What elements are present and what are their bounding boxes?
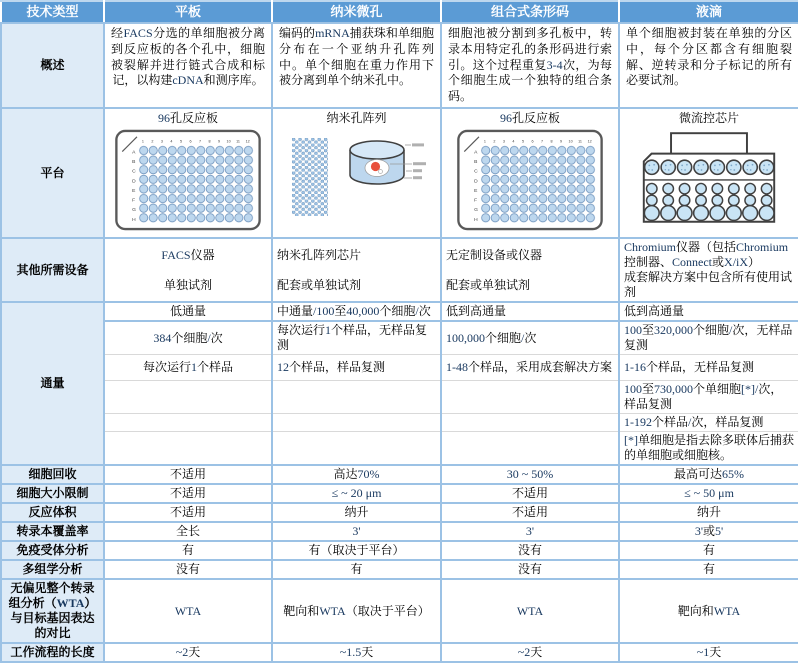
table-cell: 不适用 xyxy=(441,484,619,503)
throughput-cell xyxy=(272,432,441,466)
workflow-cell: ~1.5天 xyxy=(272,643,441,662)
row-label-multiomics: 多组学分析 xyxy=(1,560,104,579)
table-cell: 高达70% xyxy=(272,465,441,484)
transcript-coverage-row xyxy=(1,522,798,541)
platform-cell-plate xyxy=(104,108,272,238)
throughput-cell xyxy=(441,414,619,432)
row-label-immune-receptor: 免疫受体分析 xyxy=(1,541,104,560)
table-cell: 有（取决于平台） xyxy=(272,541,441,560)
overview-cell-droplet: 单个细胞被封装在单独的分区中，每个分区都含有细胞裂解、逆转录和分子标记的所有必要试剂。 xyxy=(619,23,798,108)
platform-caption: 微流控芯片 xyxy=(678,111,739,126)
table-cell: 3'或5' xyxy=(619,522,798,541)
workflow-row xyxy=(1,643,798,662)
wta-cell: 靶向和WTA（取决于平台） xyxy=(272,579,441,643)
throughput-row xyxy=(1,414,798,432)
equipment-item: 单独试剂 xyxy=(163,277,212,292)
table-cell: 纳升 xyxy=(272,503,441,522)
table-cell: 不适用 xyxy=(104,503,272,522)
overview-cell-nanowell: 编码的mRNA捕获珠和单细胞分布在一个亚纳升孔阵列中。单个细胞在重力作用下被分离到单个纳米孔中。 xyxy=(272,23,441,108)
header-cell-barcode: 组合式条形码 xyxy=(441,1,619,23)
table-cell: 30 ~ 50% xyxy=(441,465,619,484)
cell-recovery-row xyxy=(1,465,798,484)
equipment-item: 纳米孔阵列芯片 xyxy=(277,247,362,262)
table-cell: 没有 xyxy=(441,560,619,579)
platform-caption: 96孔反应板 xyxy=(499,111,560,126)
equipment-item: 无定制设备或仪器 xyxy=(446,247,543,262)
table-cell: 最高可达65% xyxy=(619,465,798,484)
throughput-row xyxy=(1,321,798,355)
throughput-cell: 100,000个细胞/次 xyxy=(441,321,619,355)
immune-receptor-row xyxy=(1,541,798,560)
platform-cell-droplet xyxy=(619,108,798,238)
throughput-cell xyxy=(441,381,619,414)
table-cell: 不适用 xyxy=(441,503,619,522)
throughput-cell: 100至320,000个细胞/次，无样品复测 xyxy=(619,321,798,355)
throughput-cell: 中通量/100至40,000个细胞/次 xyxy=(272,302,441,321)
header-cell-plate: 平板 xyxy=(104,1,272,23)
plate-96-icon xyxy=(109,128,267,236)
throughput-cell: 低通量 xyxy=(104,302,272,321)
plate-96-icon xyxy=(446,128,614,236)
wta-row xyxy=(1,579,798,643)
throughput-cell: 1-48个样品，采用成套解决方案 xyxy=(441,355,619,381)
nanowell-array-icon xyxy=(277,128,436,232)
row-label-equipment: 其他所需设备 xyxy=(1,238,104,302)
throughput-cell: 低到高通量 xyxy=(619,302,798,321)
row-label-wta: 无偏见整个转录组分析（WTA）与目标基因表达的对比 xyxy=(1,579,104,643)
row-label-cell-recovery: 细胞回收 xyxy=(1,465,104,484)
throughput-cell: 低到高通量 xyxy=(441,302,619,321)
throughput-cell xyxy=(104,432,272,466)
cell-size-limit-row xyxy=(1,484,798,503)
equipment-item: 配套或单独试剂 xyxy=(446,277,531,292)
table-cell: 有 xyxy=(272,560,441,579)
row-label-workflow: 工作流程的长度 xyxy=(1,643,104,662)
header-cell-nanowell: 纳米微孔 xyxy=(272,1,441,23)
throughput-cell xyxy=(104,381,272,414)
throughput-cell: [*]单细胞是指去除多联体后捕获的单细胞或细胞核。 xyxy=(619,432,798,466)
throughput-cell: 每次运行1个样品，无样品复测 xyxy=(272,321,441,355)
throughput-cell: 每次运行1个样品 xyxy=(104,355,272,381)
table-cell: 有 xyxy=(619,541,798,560)
equipment-cell-plate xyxy=(104,238,272,302)
overview-cell-barcode: 细胞池被分割到多孔板中，转录本用特定孔的条形码进行索引。这个过程重复3-4次，为每个细胞生成一个独特的组合条码。 xyxy=(441,23,619,108)
table-cell: 3' xyxy=(272,522,441,541)
row-label-cell-size-limit: 细胞大小限制 xyxy=(1,484,104,503)
header-cell-droplet: 液滴 xyxy=(619,1,798,23)
equipment-cell-barcode xyxy=(441,238,619,302)
microfluidic-chip-icon xyxy=(624,128,794,230)
multiomics-row xyxy=(1,560,798,579)
throughput-cell: 100至730,000个单细胞[*]/次，样品复测 xyxy=(619,381,798,414)
platform-caption: 96孔反应板 xyxy=(157,111,218,126)
platform-cell-nanowell xyxy=(272,108,441,238)
wta-cell: WTA xyxy=(104,579,272,643)
row-label-platform: 平台 xyxy=(1,108,104,238)
platform-row xyxy=(1,108,798,238)
row-label-reaction-volume: 反应体积 xyxy=(1,503,104,522)
table-cell: 不适用 xyxy=(104,465,272,484)
header-row xyxy=(1,1,798,23)
table-cell: 纳升 xyxy=(619,503,798,522)
wta-cell: 靶向和WTA xyxy=(619,579,798,643)
table-cell: 有 xyxy=(619,560,798,579)
table-cell: 没有 xyxy=(104,560,272,579)
workflow-cell: ~2天 xyxy=(104,643,272,662)
equipment-row xyxy=(1,238,798,302)
overview-row xyxy=(1,23,798,108)
platform-caption: 纳米孔阵列 xyxy=(326,111,387,126)
throughput-cell xyxy=(104,414,272,432)
header-cell-type: 技术类型 xyxy=(1,1,104,23)
reaction-volume-row xyxy=(1,503,798,522)
equipment-cell-droplet xyxy=(619,238,798,302)
throughput-cell xyxy=(272,414,441,432)
row-label-throughput: 通量 xyxy=(1,302,104,465)
table-cell: 不适用 xyxy=(104,484,272,503)
throughput-cell: 12个样品，样品复测 xyxy=(272,355,441,381)
equipment-item: 配套或单独试剂 xyxy=(277,277,362,292)
equipment-item: 成套解决方案中包含所有使用试剂 xyxy=(624,270,793,300)
workflow-cell: ~1天 xyxy=(619,643,798,662)
throughput-row xyxy=(1,381,798,414)
wta-cell: WTA xyxy=(441,579,619,643)
table-cell: ≤ ~ 50 μm xyxy=(619,484,798,503)
table-cell: 全长 xyxy=(104,522,272,541)
equipment-item: Chromium仪器（包括Chromium控制器、Connect或X/iX） xyxy=(624,240,789,270)
table-cell: 有 xyxy=(104,541,272,560)
row-label-overview: 概述 xyxy=(1,23,104,108)
throughput-cell xyxy=(272,381,441,414)
equipment-item: FACS仪器 xyxy=(161,247,215,262)
equipment-cell-nanowell xyxy=(272,238,441,302)
row-label-transcript-coverage: 转录本覆盖率 xyxy=(1,522,104,541)
throughput-row xyxy=(1,302,798,321)
platform-cell-barcode xyxy=(441,108,619,238)
throughput-row xyxy=(1,432,798,466)
table-cell: ≤ ~ 20 μm xyxy=(272,484,441,503)
throughput-cell: 1-192个样品/次，样品复测 xyxy=(619,414,798,432)
table-cell: 3' xyxy=(441,522,619,541)
throughput-cell: 384个细胞/次 xyxy=(104,321,272,355)
throughput-row xyxy=(1,355,798,381)
throughput-cell xyxy=(441,432,619,466)
workflow-cell: ~2天 xyxy=(441,643,619,662)
throughput-cell: 1-16个样品，无样品复测 xyxy=(619,355,798,381)
table-cell: 没有 xyxy=(441,541,619,560)
overview-cell-plate: 经FACS分选的单细胞被分离到反应板的各个孔中，细胞被裂解并进行链式合成和标记，以构建cDNA和测序库。 xyxy=(104,23,272,108)
